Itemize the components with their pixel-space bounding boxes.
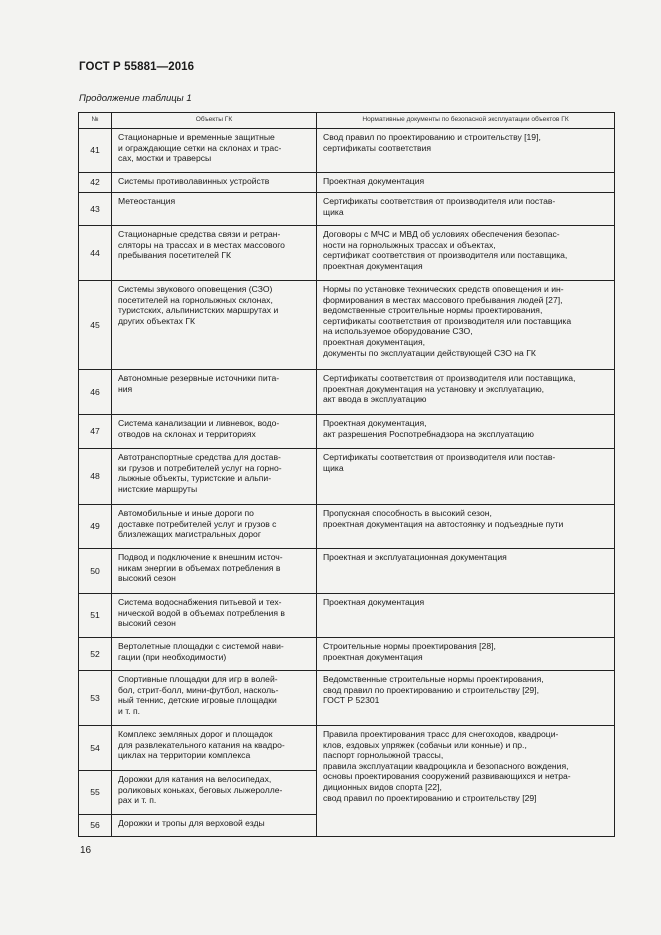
object-cell: Автономные резервные источники пита- ния	[118, 373, 280, 394]
row-number: 54	[79, 726, 112, 771]
object-cell: Спортивные площадки для игр в волей- бол, стрит-болл, мини-футбол, насколь- ный теннис, детские игровые площадки и т. п.	[118, 674, 279, 716]
table-row	[79, 281, 615, 370]
row-number: 46	[79, 370, 112, 415]
row-number: 42	[79, 173, 112, 193]
table-row	[79, 415, 615, 449]
page-number: 16	[80, 845, 92, 856]
documents-cell: Сертификаты соответствия от производителя или постав- щика	[323, 452, 556, 473]
table-row	[79, 193, 615, 226]
object-cell: Стационарные и временные защитные и ограждающие сетки на склонах и трас- сах, мостки и траверсы	[118, 132, 282, 164]
table-row	[79, 594, 615, 638]
object-cell: Подвод и подключение к внешним источ- никам энергии в объемах потребления в высокий сезон	[118, 552, 283, 584]
object-cell: Вертолетные площадки с системой нави- гации (при необходимости)	[118, 641, 284, 662]
table-row	[79, 726, 615, 771]
object-cell: Дорожки и тропы для верховой езды	[118, 818, 265, 828]
documents-cell: Проектная документация	[323, 176, 425, 186]
object-cell: Автотранспортные средства для достав- ки грузов и потребителей услуг на горно- лыжные объекты, туристские и альпи- нистские маршруты	[118, 452, 282, 494]
documents-cell: Сертификаты соответствия от производителя или поставщика, проектная документация на установку и эксплуатацию, акт ввода в эксплуатацию	[323, 373, 576, 405]
table-row	[79, 671, 615, 726]
documents-cell: Строительные нормы проектирования [28], проектная документация	[323, 641, 496, 662]
row-number: 43	[79, 193, 112, 226]
table-row	[79, 173, 615, 193]
column-header-objects: Объекты ГК	[112, 113, 317, 129]
table-continuation-caption: Продолжение таблицы 1	[79, 93, 192, 104]
documents-cell: Проектная и эксплуатационная документация	[323, 552, 507, 562]
object-cell: Стационарные средства связи и ретран- сляторы на трассах и в местах массового пребывания посетителей ГК	[118, 229, 285, 261]
documents-cell: Свод правил по проектированию и строительству [19], сертификаты соответствия	[323, 132, 541, 153]
row-number: 49	[79, 505, 112, 549]
document-standard-title: ГОСТ Р 55881—2016	[79, 61, 195, 73]
row-number: 55	[79, 771, 112, 815]
documents-cell: Ведомственные строительные нормы проектирования, свод правил по проектированию и строительству [29], ГОСТ Р 52301	[323, 674, 544, 706]
row-number: 47	[79, 415, 112, 449]
row-number: 45	[79, 281, 112, 370]
table-row	[79, 129, 615, 173]
documents-cell: Нормы по установке технических средств оповещения и ин- формирования в местах массового пребывания людей [27], ведомственные строительные нормы проектирования, сертификаты соответствия от производителя или поставщика на используемое оборудование СЗО, проектная документация, документы по эксплуатации действующей СЗО на ГК	[323, 284, 572, 358]
object-cell: Системы противолавинных устройств	[118, 176, 270, 186]
row-number: 56	[79, 815, 112, 837]
table-row	[79, 505, 615, 549]
documents-cell: Правила проектирования трасс для снегоходов, квадроци- клов, ездовых упряжек (собачьи или конные) и пр., паспорт горнолыжной трассы, правила эксплуатации квадроцикла и безопасного вождения, основы проектирования сооружений развивающихся и нетра- диционных видов спорта [22], свод правил по проектированию и строительству [29]	[323, 729, 571, 803]
documents-cell: Проектная документация, акт разрешения Роспотребнадзора на эксплуатацию	[323, 418, 534, 439]
documents-cell: Договоры с МЧС и МВД об условиях обеспечения безопас- ности на горнолыжных трассах и объектах, сертификат соответствия от производителя или поставщика, проектная документация	[323, 229, 568, 271]
row-number: 50	[79, 549, 112, 594]
row-number: 48	[79, 449, 112, 505]
object-cell: Автомобильные и иные дороги по доставке потребителей услуг и грузов с близлежащих магистральных дорог	[118, 508, 277, 540]
object-cell: Системы звукового оповещения (СЗО) посетителей на горнолыжных склонах, туристских, альпинистских маршрутах и других объектах ГК	[118, 284, 279, 326]
table-row	[79, 549, 615, 594]
table-header-row	[79, 113, 615, 129]
column-header-number: №	[79, 113, 112, 129]
objects-table	[78, 112, 615, 837]
object-cell: Метеостанция	[118, 196, 176, 206]
column-header-documents: Нормативные документы по безопасной эксплуатации объектов ГК	[317, 113, 615, 129]
table-row	[79, 226, 615, 281]
table-row	[79, 370, 615, 415]
object-cell: Дорожки для катания на велосипедах, роликовых коньках, беговых лыжероллe- рах и т. п.	[118, 774, 283, 806]
row-number: 41	[79, 129, 112, 173]
documents-cell: Проектная документация	[323, 597, 425, 607]
row-number: 53	[79, 671, 112, 726]
row-number: 51	[79, 594, 112, 638]
documents-cell: Пропускная способность в высокий сезон, проектная документация на автостоянку и подъездные пути	[323, 508, 564, 529]
table-row	[79, 638, 615, 671]
documents-cell: Сертификаты соответствия от производителя или постав- щика	[323, 196, 556, 217]
object-cell: Комплекс земляных дорог и площадок для развлекательного катания на квадро- циклах на территории комплекса	[118, 729, 285, 761]
object-cell: Система канализации и ливневок, водо- отводов на склонах и территориях	[118, 418, 280, 439]
row-number: 44	[79, 226, 112, 281]
row-number: 52	[79, 638, 112, 671]
table-row	[79, 449, 615, 505]
object-cell: Система водоснабжения питьевой и тех- нической водой в объемах потребления в высокий сезон	[118, 597, 285, 629]
